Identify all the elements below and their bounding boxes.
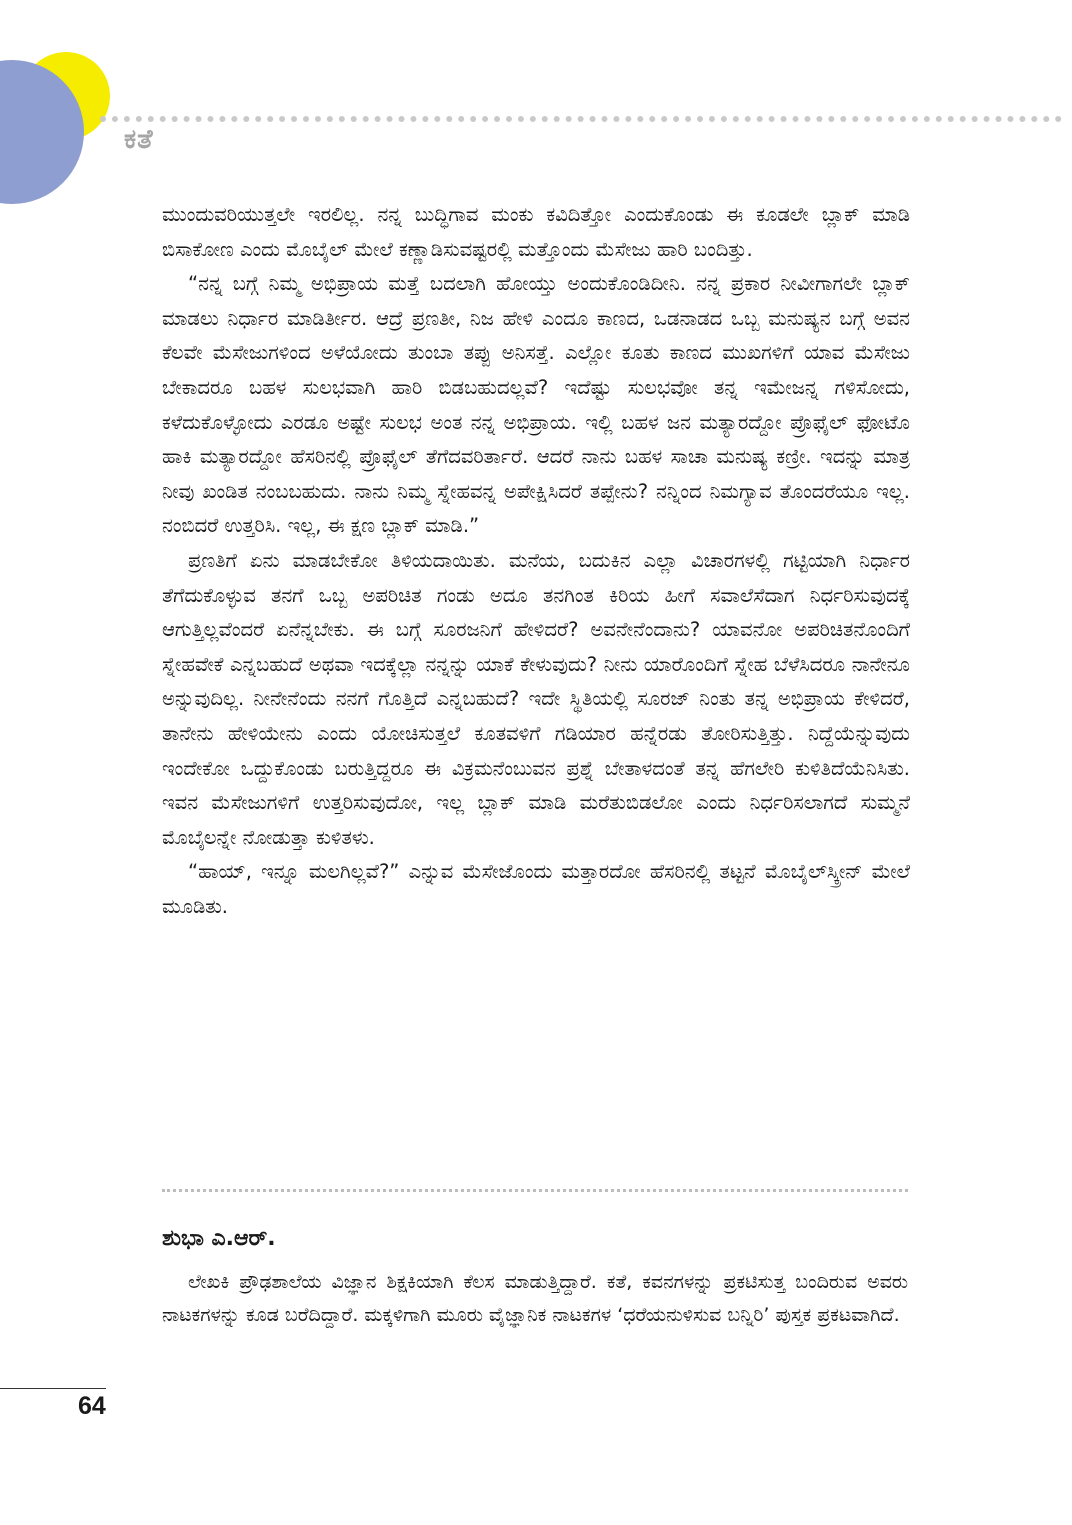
section-divider — [162, 1189, 908, 1192]
story-paragraph: “ಹಾಯ್, ಇನ್ನೂ ಮಲಗಿಲ್ಲವೆ?” ಎನ್ನುವ ಮೆಸೇಜೊಂದು ಮತ್ತಾರದೋ ಹೆಸರಿನಲ್ಲಿ ತಟ್ಟನೆ ಮೊಬೈಲ್‌ಸ್ಕ್ರೀನ್ ಮೇಲೆ ಮೂಡಿತು. — [162, 860, 910, 918]
story-paragraph: ಮುಂದುವರಿಯುತ್ತಲೇ ಇರಲಿಲ್ಲ. ನನ್ನ ಬುದ್ಧಿಗಾವ ಮಂಕು ಕವಿದಿತ್ತೋ ಎಂದುಕೊಂಡು ಈ ಕೂಡಲೇ ಬ್ಲಾಕ್ ಮಾಡಿ ಬಿಸಾಕೋಣ ಎಂದು ಮೊಬೈಲ್ ಮೇಲೆ ಕಣ್ಣಾಡಿಸುವಷ್ಟರಲ್ಲಿ ಮತ್ತೊಂದು ಮೆಸೇಜು ಹಾರಿ ಬಂದಿತ್ತು. — [162, 203, 910, 261]
header-dotted-rule — [100, 116, 1062, 122]
page-number: 64 — [78, 1392, 106, 1420]
story-body — [162, 198, 910, 924]
story-paragraph: “ನನ್ನ ಬಗ್ಗೆ ನಿಮ್ಮ ಅಭಿಪ್ರಾಯ ಮತ್ತೆ ಬದಲಾಗಿ ಹೋಯ್ತು ಅಂದುಕೊಂಡಿದೀನಿ. ನನ್ನ ಪ್ರಕಾರ ನೀವೀಗಾಗಲೇ ಬ್ಲಾಕ್ ಮಾಡಲು ನಿರ್ಧಾರ ಮಾಡಿರ್ತೀರ. ಆದ್ರೆ ಪ್ರಣತೀ, ನಿಜ ಹೇಳಿ ಎಂದೂ ಕಾಣದ, ಒಡನಾಡದ ಒಬ್ಬ ಮನುಷ್ಯನ ಬಗ್ಗೆ ಅವನ ಕೆಲವೇ ಮೆಸೇಜುಗಳಿಂದ ಅಳೆಯೋದು ತುಂಬಾ ತಪ್ಪು ಅನಿಸತ್ತೆ. ಎಲ್ಲೋ ಕೂತು ಕಾಣದ ಮುಖಗಳಿಗೆ ಯಾವ ಮೆಸೇಜು ಬೇಕಾದರೂ ಬಹಳ ಸುಲಭವಾಗಿ ಹಾರಿ ಬಿಡಬಹುದಲ್ಲವೆ? ಇದೆಷ್ಟು ಸುಲಭವೋ ತನ್ನ ಇಮೇಜನ್ನ ಗಳಿಸೋದು, ಕಳೆದುಕೊಳ್ಳೋದು ಎರಡೂ ಅಷ್ಟೇ ಸುಲಭ ಅಂತ ನನ್ನ ಅಭಿಪ್ರಾಯ. ಇಲ್ಲಿ ಬಹಳ ಜನ ಮತ್ಯಾರದ್ದೋ ಪ್ರೊಫೈಲ್ ಫೋಟೊ ಹಾಕಿ ಮತ್ಯಾರದ್ದೋ ಹೆಸರಿನಲ್ಲಿ ಪ್ರೊಫೈಲ್ ತೆಗೆದವರಿರ್ತಾರೆ. ಆದರೆ ನಾನು ಬಹಳ ಸಾಚಾ ಮನುಷ್ಯ ಕಣ್ರೀ. ಇದನ್ನು ಮಾತ್ರ ನೀವು ಖಂಡಿತ ನಂಬಬಹುದು. ನಾನು ನಿಮ್ಮ ಸ್ನೇಹವನ್ನ ಅಪೇಕ್ಷಿಸಿದರೆ ತಪ್ಪೇನು? ನನ್ನಿಂದ ನಿಮಗ್ಯಾವ ತೊಂದರೆಯೂ ಇಲ್ಲ. ನಂಬಿದರೆ ಉತ್ತರಿಸಿ. ಇಲ್ಲ, ಈ ಕ್ಷಣ ಬ್ಲಾಕ್ ಮಾಡಿ.” — [162, 272, 910, 538]
author-name: ಶುಭಾ ಎ.ಆರ್. — [162, 1226, 276, 1251]
section-label: ಕತೆ — [124, 124, 154, 155]
folio-rule — [0, 1388, 106, 1389]
story-paragraph: ಪ್ರಣತಿಗೆ ಏನು ಮಾಡಬೇಕೋ ತಿಳಿಯದಾಯಿತು. ಮನೆಯ, ಬದುಕಿನ ಎಲ್ಲಾ ವಿಚಾರಗಳಲ್ಲಿ ಗಟ್ಟಿಯಾಗಿ ನಿರ್ಧಾರ ತೆಗೆದುಕೊಳ್ಳುವ ತನಗೆ ಒಬ್ಬ ಅಪರಿಚಿತ ಗಂಡು ಅದೂ ತನಗಿಂತ ಕಿರಿಯ ಹೀಗೆ ಸವಾಲೆಸೆದಾಗ ನಿರ್ಧರಿಸುವುದಕ್ಕೆ ಆಗುತ್ತಿಲ್ಲವೆಂದರೆ ಏನೆನ್ನಬೇಕು. ಈ ಬಗ್ಗೆ ಸೂರಜನಿಗೆ ಹೇಳಿದರೆ? ಅವನೇನೆಂದಾನು? ಯಾವನೋ ಅಪರಿಚಿತನೊಂದಿಗೆ ಸ್ನೇಹವೇಕೆ ಎನ್ನಬಹುದೆ ಅಥವಾ ಇದಕ್ಕೆಲ್ಲಾ ನನ್ನನ್ನು ಯಾಕೆ ಕೇಳುವುದು? ನೀನು ಯಾರೊಂದಿಗೆ ಸ್ನೇಹ ಬೆಳೆಸಿದರೂ ನಾನೇನೂ ಅನ್ನುವುದಿಲ್ಲ. ನೀನೇನೆಂದು ನನಗೆ ಗೊತ್ತಿದೆ ಎನ್ನಬಹುದೆ? ಇದೇ ಸ್ಥಿತಿಯಲ್ಲಿ ಸೂರಜ್ ನಿಂತು ತನ್ನ ಅಭಿಪ್ರಾಯ ಕೇಳಿದರೆ, ತಾನೇನು ಹೇಳಿಯೇನು ಎಂದು ಯೋಚಿಸುತ್ತಲೆ ಕೂತವಳಿಗೆ ಗಡಿಯಾರ ಹನ್ನೆರಡು ತೋರಿಸುತ್ತಿತ್ತು. ನಿದ್ದೆಯೆನ್ನುವುದು ಇಂದೇಕೋ ಒದ್ದುಕೊಂಡು ಬರುತ್ತಿದ್ದರೂ ಈ ವಿಕ್ರಮನೆಂಬುವನ ಪ್ರಶ್ನೆ ಬೇತಾಳದಂತೆ ತನ್ನ ಹೆಗಲೇರಿ ಕುಳಿತಿದೆಯೆನಿಸಿತು. ಇವನ ಮೆಸೇಜುಗಳಿಗೆ ಉತ್ತರಿಸುವುದೋ, ಇಲ್ಲ ಬ್ಲಾಕ್ ಮಾಡಿ ಮರೆತುಬಿಡಲೋ ಎಂದು ನಿರ್ಧರಿಸಲಾಗದೆ ಸುಮ್ಮನೆ ಮೊಬೈಲನ್ನೇ ನೋಡುತ್ತಾ ಕುಳಿತಳು. — [162, 548, 910, 849]
author-bio: ಲೇಖಕಿ ಪ್ರೌಢಶಾಲೆಯ ವಿಜ್ಞಾನ ಶಿಕ್ಷಕಿಯಾಗಿ ಕೆಲಸ ಮಾಡುತ್ತಿದ್ದಾರೆ. ಕತೆ, ಕವನಗಳನ್ನು ಪ್ರಕಟಿಸುತ್ತ ಬಂದಿರುವ ಅವರು ನಾಟಕಗಳನ್ನು ಕೂಡ ಬರೆದಿದ್ದಾರೆ. ಮಕ್ಕಳಿಗಾಗಿ ಮೂರು ವೈಜ್ಞಾನಿಕ ನಾಟಕಗಳ ‘ಧರೆಯನುಳಿಸುವ ಬನ್ನಿರಿ’ ಪುಸ್ತಕ ಪ್ರಕಟವಾಗಿದೆ. — [162, 1271, 908, 1326]
